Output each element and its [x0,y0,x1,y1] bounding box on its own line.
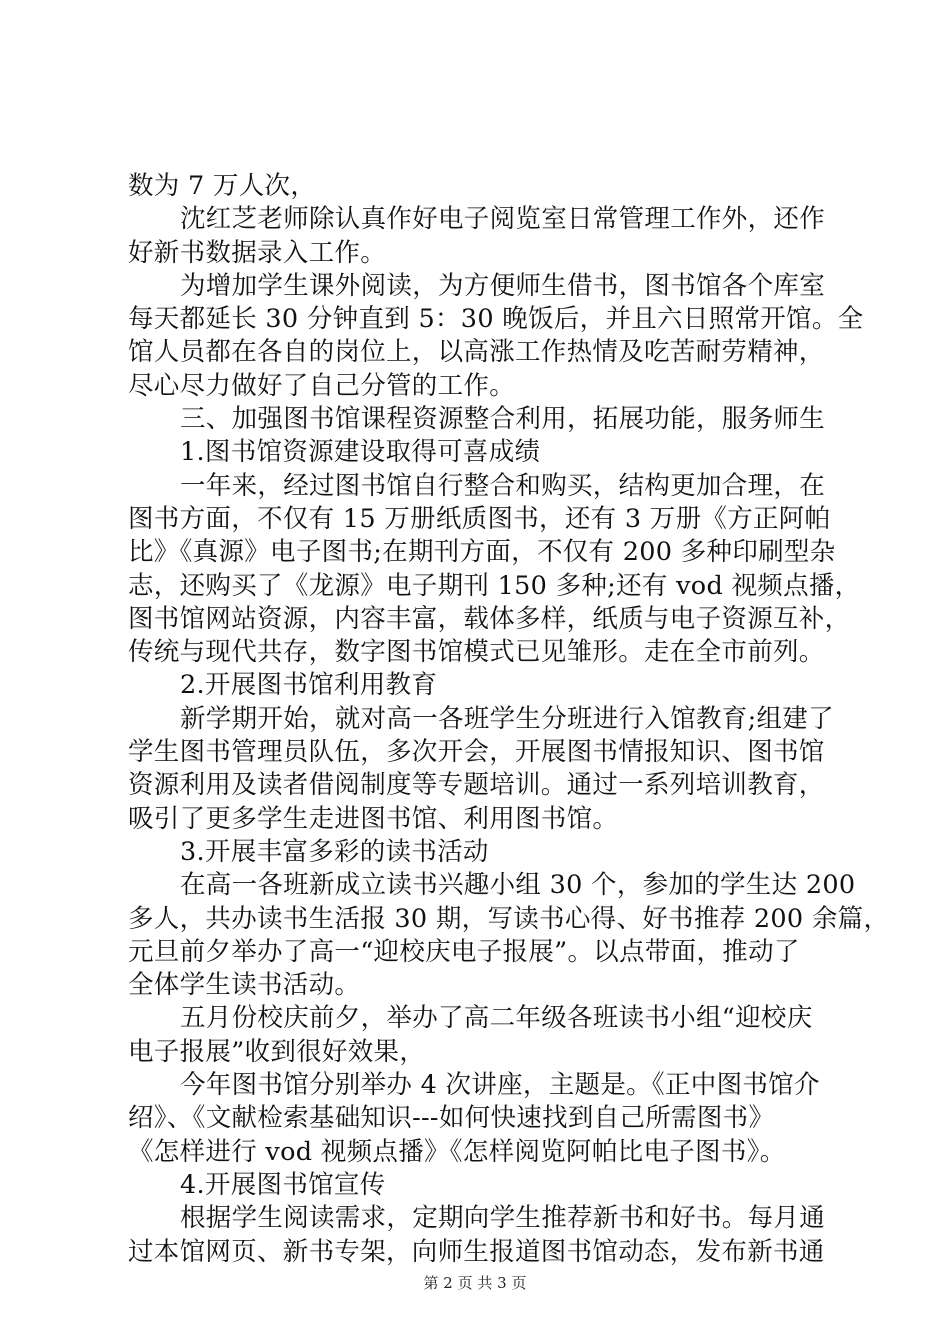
text-line: 数为 7 万人次， [128,171,317,201]
text-line: 新学期开始，就对高一各班学生分班进行入馆教育;组建了 [180,703,834,734]
document-body [128,170,890,1269]
text-line: 三、加强图书馆课程资源整合利用，拓展功能，服务师生 [180,404,826,435]
text-line: 吸引了更多学生走进图书馆、利用图书馆。 [128,803,619,834]
text-line: 3.开展丰富多彩的读书活动 [180,836,489,867]
text-line: 《怎样进行 vod 视频点播》《怎样阅览阿帕比电子图书》。 [128,1136,786,1167]
text-line: 比》《真源》电子图书;在期刊方面，不仅有 200 多种印刷型杂 [128,537,836,568]
text-line: 好新书数据录入工作。 [128,237,387,268]
text-line: 图书方面，不仅有 15 万册纸质图书，还有 3 万册《方正阿帕 [128,503,831,534]
text-line: 一年来，经过图书馆自行整合和购买，结构更加合理，在 [180,470,826,501]
text-line: 根据学生阅读需求，定期向学生推荐新书和好书。每月通 [180,1203,826,1234]
text-line: 为增加学生课外阅读，为方便师生借书，图书馆各个库室 [180,270,826,301]
text-line: 馆人员都在各自的岗位上，以高涨工作热情及吃苦耐劳精神， [128,337,825,368]
text-line: 电子报展”收到很好效果， [128,1036,426,1067]
text-line: 五月份校庆前夕，举办了高二年级各班读书小组“迎校庆 [180,1003,813,1034]
text-line: 每天都延长 30 分钟直到 5：30 晚饭后，并且六日照常开馆。全 [128,304,864,335]
text-line: 1.图书馆资源建设取得可喜成绩 [180,437,541,468]
text-line: 多人，共办读书生活报 30 期，写读书心得、好书推荐 200 余篇， [128,903,890,934]
text-line: 绍》、《文献检索基础知识---如何快速找到自己所需图书》 [128,1103,775,1134]
paragraph-lines [128,170,890,1269]
text-line: 元旦前夕举办了高一“迎校庆电子报展”。以点带面，推动了 [128,936,800,967]
text-line: 在高一各班新成立读书兴趣小组 30 个，参加的学生达 200 [180,870,856,901]
text-line: 过本馆网页、新书专架，向师生报道图书馆动态，发布新书通 [128,1236,825,1267]
text-line: 沈红芝老师除认真作好电子阅览室日常管理工作外，还作 [180,204,826,235]
page-footer: 第 2 页 共 3 页 [423,1274,527,1292]
text-line: 学生图书管理员队伍，多次开会，开展图书情报知识、图书馆 [128,737,825,768]
text-line: 资源利用及读者借阅制度等专题培训。通过一系列培训教育， [128,770,825,801]
text-line: 尽心尽力做好了自己分管的工作。 [128,370,516,401]
text-line: 志，还购买了《龙源》电子期刊 150 多种;还有 vod 视频点播， [128,570,861,601]
text-line: 传统与现代共存，数字图书馆模式已见雏形。走在全市前列。 [128,637,825,668]
text-line: 图书馆网站资源，内容丰富，载体多样，纸质与电子资源互补， [128,603,851,634]
text-line: 全体学生读书活动。 [128,970,361,1001]
text-line: 今年图书馆分别举办 4 次讲座，主题是。《正中图书馆介 [180,1070,820,1101]
text-line: 2.开展图书馆利用教育 [180,670,438,701]
text-line: 4.开展图书馆宣传 [180,1169,386,1200]
